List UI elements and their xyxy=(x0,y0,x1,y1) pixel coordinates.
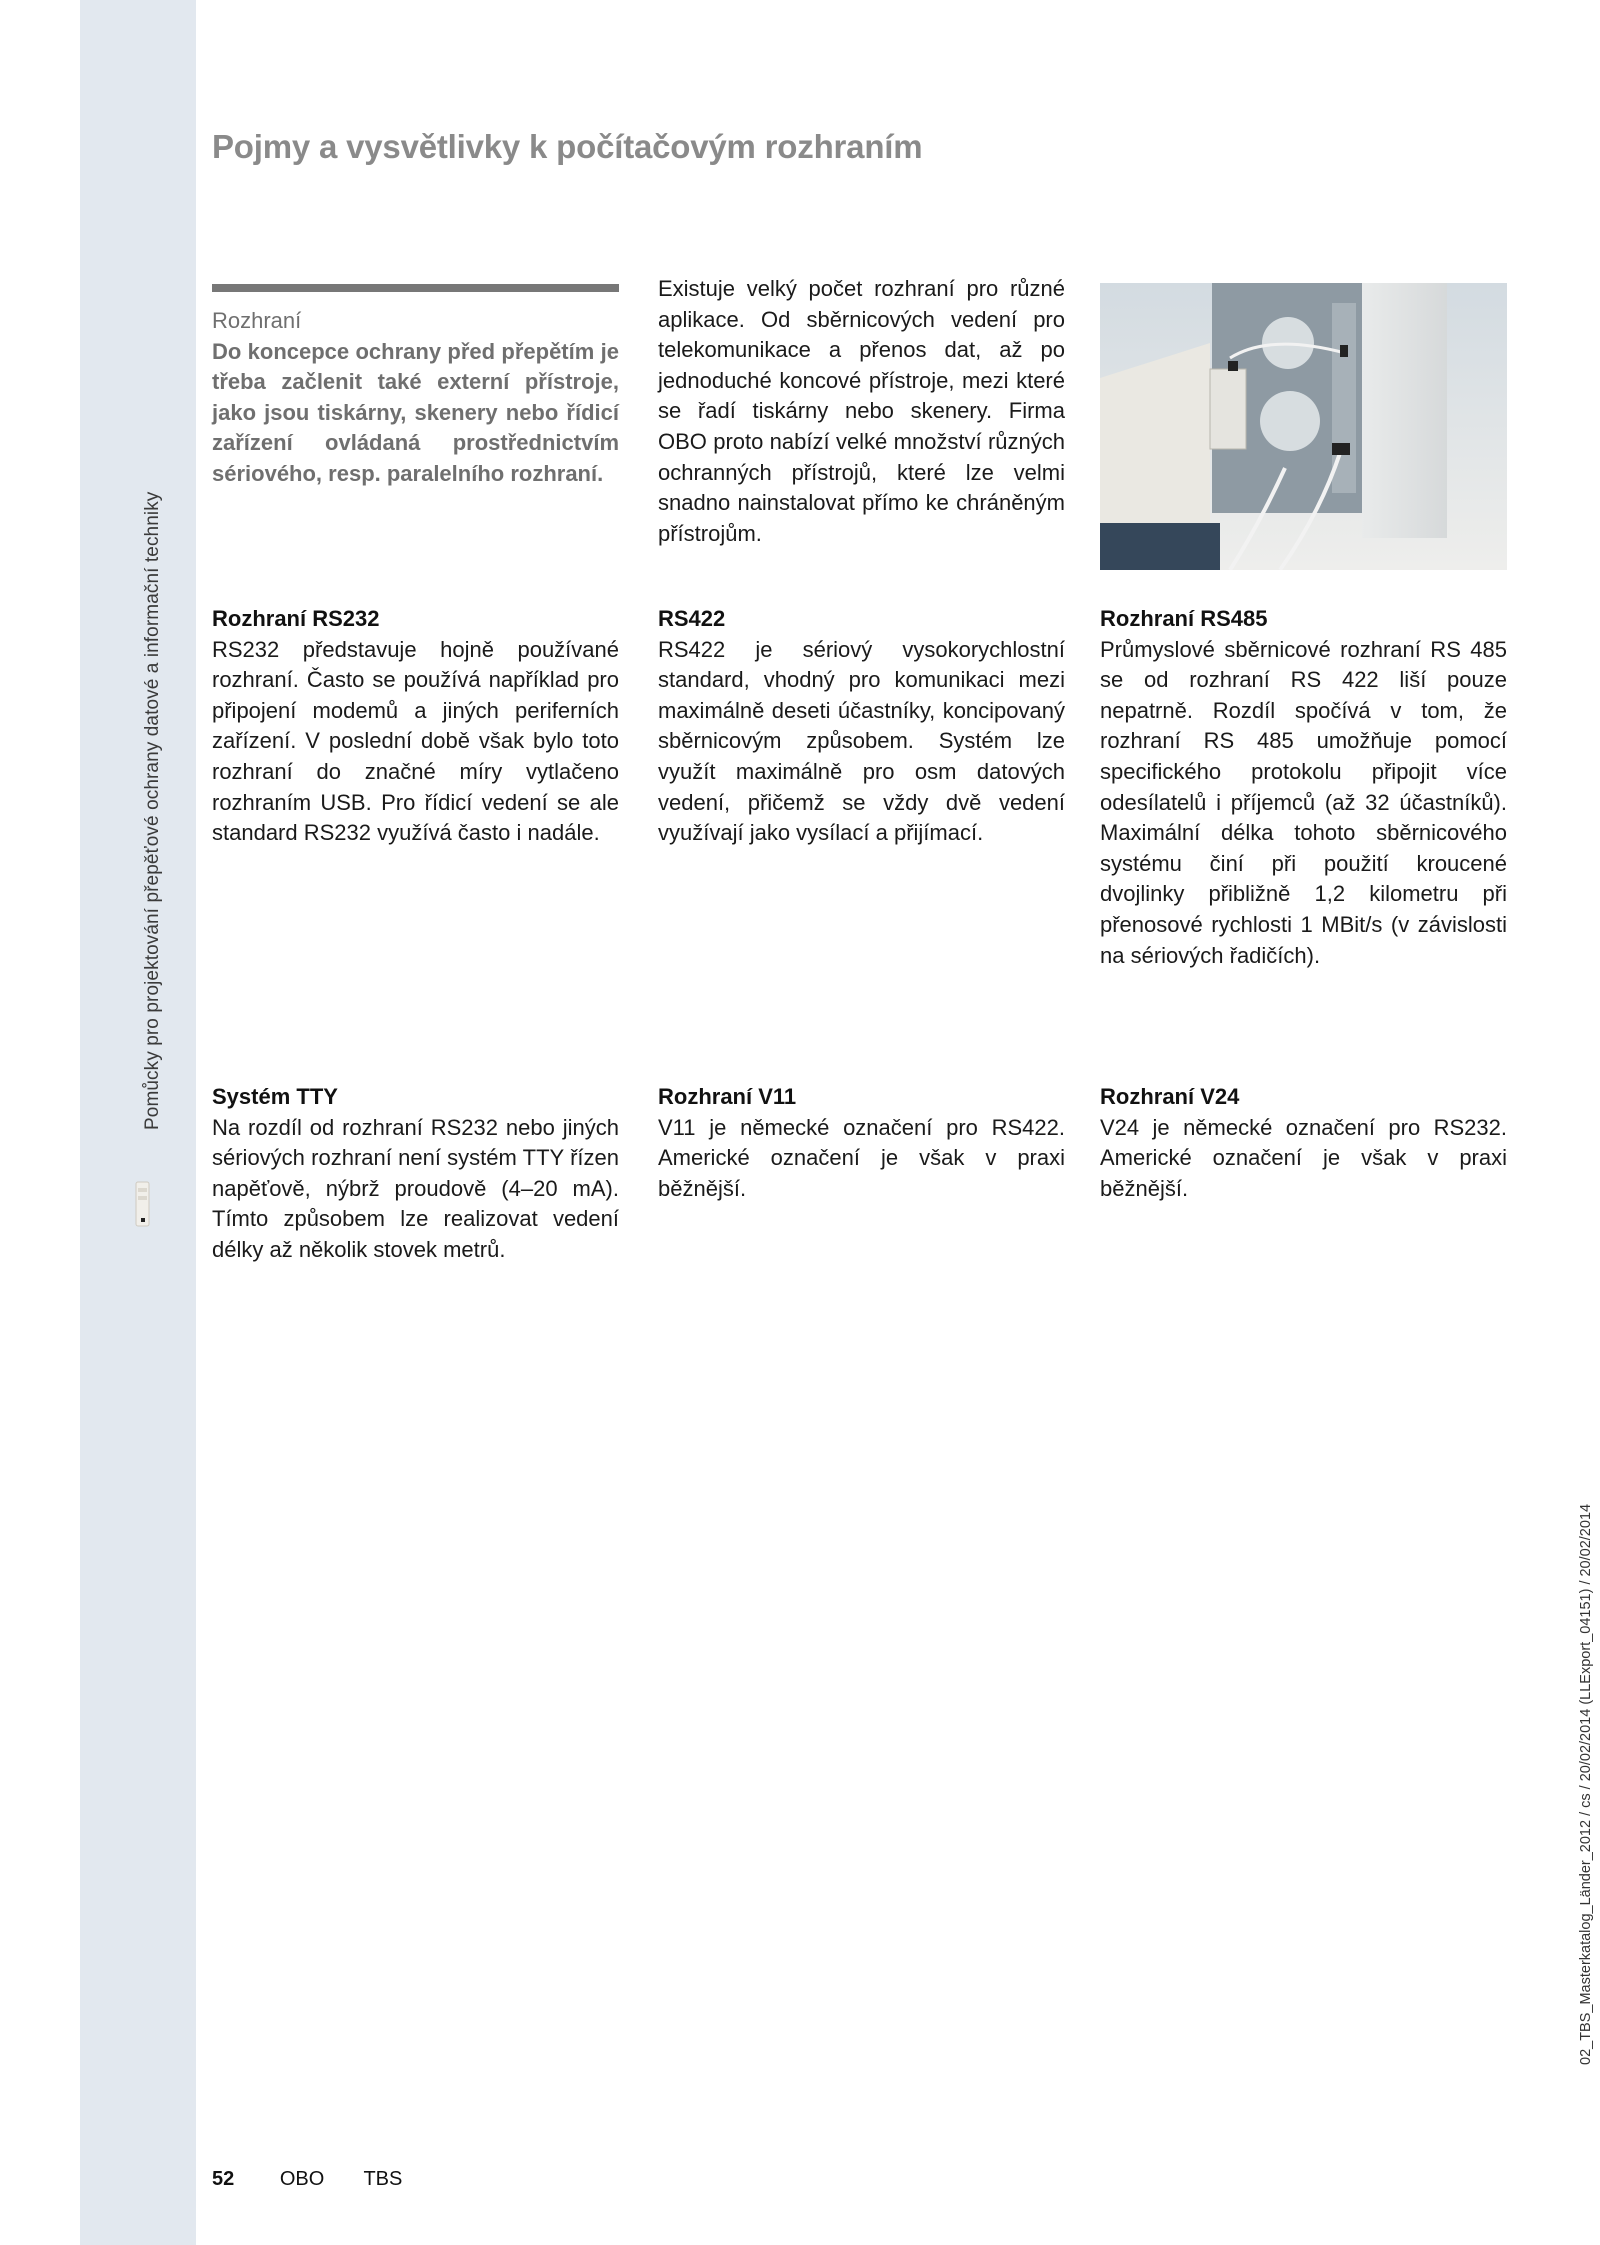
section-v24 xyxy=(1100,1082,1507,1204)
section-heading: Rozhraní RS485 xyxy=(1100,606,1268,631)
surge-protector-icon xyxy=(132,1180,154,1230)
computer-with-protector-image xyxy=(1100,283,1507,570)
section-body: Na rozdíl od rozhraní RS232 nebo jiných sériových rozhraní není systém TTY řízen napěťově, nýbrž proudově (4–20 mA). Tímto způsobem lze realizovat vedení délky až několik stovek metrů. xyxy=(212,1114,619,1262)
section-body: V11 je německé označení pro RS422. Americké označení je však v praxi běžnější. xyxy=(658,1114,1065,1201)
print-meta-label: 02_TBS_Masterkatalog_Länder_2012 / cs / 20/02/2014 (LLExport_04151) / 20/02/2014 xyxy=(1578,1503,1594,2065)
section-rs485 xyxy=(1100,604,1507,971)
section-heading: Systém TTY xyxy=(212,1084,338,1109)
section-heading: Rozhraní RS232 xyxy=(212,606,380,631)
intro-continued-block xyxy=(658,274,1065,549)
page-title: Pojmy a vysvětlivky k počítačovým rozhraním xyxy=(212,128,923,165)
page-number: 52 xyxy=(212,2168,235,2190)
footer-section: TBS xyxy=(363,2168,403,2190)
page-footer xyxy=(212,2168,436,2191)
section-heading: Rozhraní V11 xyxy=(658,1084,797,1109)
section-body: Průmyslové sběrnicové rozhraní RS 485 se od rozhraní RS 422 liší pouze nepatrně. Rozdíl spočívá v tom, že rozhraní RS 485 umožňuje pomocí specifického protokolu připojit více odesílatelů i příjemců (až 32 účastníků). Maximální délka tohoto sběrnicového systému činí při použití kroucené dvojlinky přibližně 1,2 kilometru při přenosové rychlosti 1 MBit/s (v závislosti na sériových řadičích). xyxy=(1100,636,1507,968)
section-rule xyxy=(212,284,619,292)
sidebar-band xyxy=(80,0,196,2245)
section-rs232 xyxy=(212,604,619,849)
section-tty xyxy=(212,1082,619,1266)
chapter-side-label: Pomůcky pro projektování přepěťové ochrany datové a informační techniky xyxy=(142,491,163,1130)
section-rs422 xyxy=(658,604,1065,849)
product-photo xyxy=(1100,283,1507,570)
intro-continued-text: Existuje velký počet rozhraní pro různé aplikace. Od sběrnicových vedení pro telekomunikace a přenos dat, až po jednoduché koncové přístroje, mezi které se řadí tiskárny nebo skenery. Firma OBO proto nabízí velké množství různých ochranných přístrojů, které lze velmi snadno nainstalovat přímo ke chráněným přístrojům. xyxy=(658,276,1065,546)
section-body: RS422 je sériový vysokorychlostní standard, vhodný pro komunikaci mezi maximálně deseti účastníky, koncipovaný sběrnicovým způsobem. Systém lze využít maximálně pro osm datových vedení, přičemž se vždy dvě vedení využívají jako vysílací a přijímací. xyxy=(658,636,1065,846)
section-body: V24 je německé označení pro RS232. Americké označení je však v praxi běžnější. xyxy=(1100,1114,1507,1201)
section-body: RS232 představuje hojně používané rozhraní. Často se používá například pro připojení modemů a jiných periferních zařízení. V poslední době však bylo toto rozhraní do značné míry vytlačeno rozhraním USB. Pro řídicí vedení se ale standard RS232 využívá často i nadále. xyxy=(212,636,619,846)
section-heading: RS422 xyxy=(658,606,726,631)
intro-block xyxy=(212,306,619,490)
section-v11 xyxy=(658,1082,1065,1204)
footer-brand: OBO xyxy=(279,2168,325,2190)
intro-body: Do koncepce ochrany před přepětím je třeba začlenit také externí přístroje, jako jsou tiskárny, skenery nebo řídicí zařízení ovládaná prostřednictvím sériového, resp. paralelního rozhraní. xyxy=(212,338,619,486)
intro-heading: Rozhraní xyxy=(212,308,302,333)
section-heading: Rozhraní V24 xyxy=(1100,1084,1240,1109)
